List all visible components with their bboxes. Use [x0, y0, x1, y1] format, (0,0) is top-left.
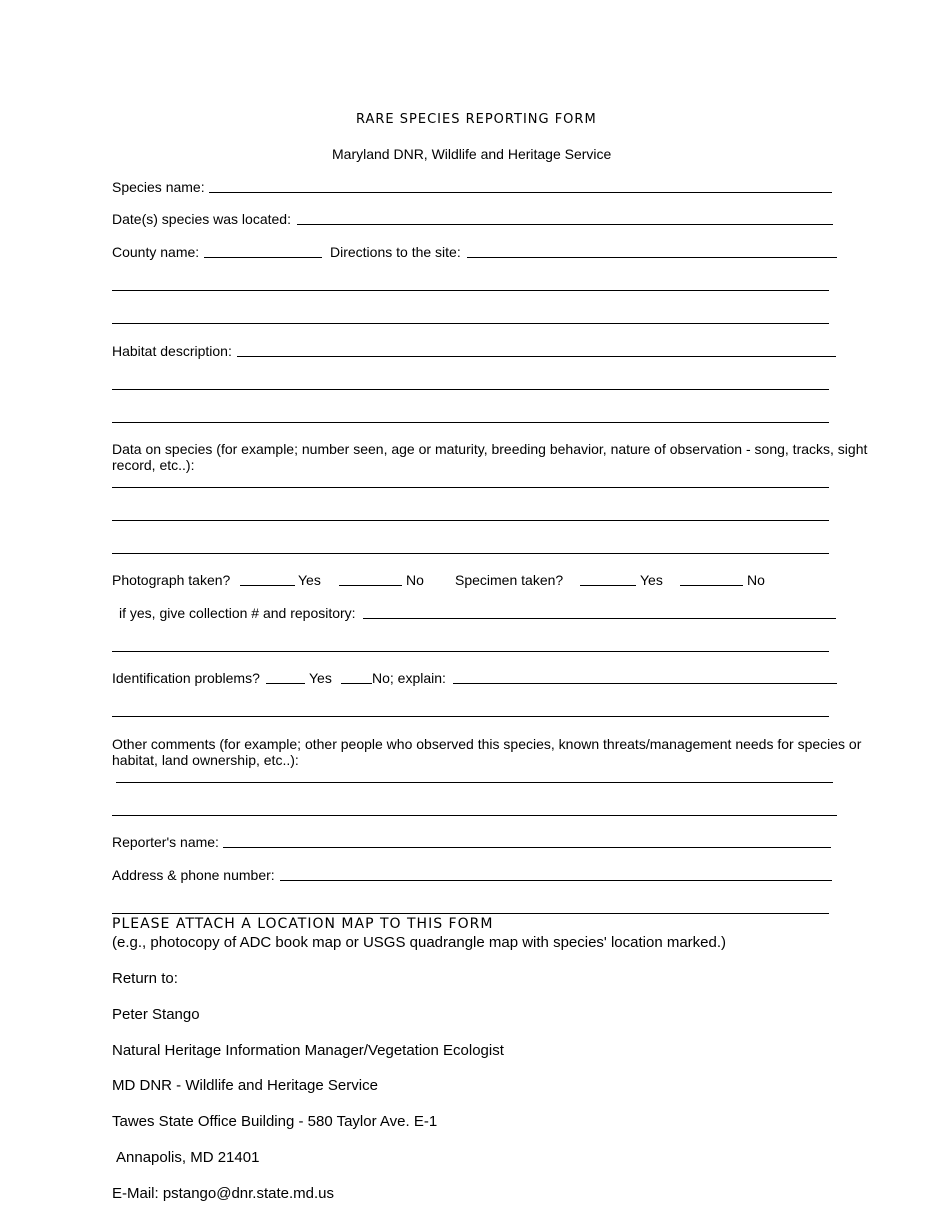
species-name-label: Species name:	[112, 179, 205, 195]
identification-problems-label: Identification problems?	[112, 670, 260, 686]
data-on-species-field-line-1[interactable]	[112, 487, 829, 488]
specimen-yes-label: Yes	[640, 572, 663, 588]
other-comments-field-line-2[interactable]	[112, 815, 837, 816]
directions-field-line-2[interactable]	[112, 290, 829, 291]
specimen-yes-field[interactable]	[580, 585, 636, 586]
habitat-field-line-2[interactable]	[112, 389, 829, 390]
other-comments-label: Other comments (for example; other people who observed this species, known threats/management needs for species or	[112, 736, 862, 752]
dates-located-field[interactable]	[297, 224, 833, 225]
data-on-species-field-line-2[interactable]	[112, 520, 829, 521]
address-phone-field-line-2[interactable]	[112, 913, 829, 914]
county-name-field[interactable]	[204, 257, 322, 258]
collection-label: if yes, give collection # and repository:	[119, 605, 356, 621]
habitat-field[interactable]	[237, 356, 836, 357]
collection-field[interactable]	[363, 618, 836, 619]
return-to-label: Return to:	[112, 970, 178, 987]
contact-position: Natural Heritage Information Manager/Vegetation Ecologist	[112, 1042, 504, 1059]
data-on-species-field-line-3[interactable]	[112, 553, 829, 554]
directions-field-line-3[interactable]	[112, 323, 829, 324]
identification-no-field[interactable]	[341, 683, 372, 684]
contact-name: Peter Stango	[112, 1006, 200, 1023]
attach-map-heading: PLEASE ATTACH A LOCATION MAP TO THIS FORM	[112, 916, 494, 932]
address-phone-field[interactable]	[280, 880, 832, 881]
form-subtitle: Maryland DNR, Wildlife and Heritage Service	[332, 146, 612, 162]
photograph-no-field[interactable]	[339, 585, 402, 586]
address-phone-label: Address & phone number:	[112, 867, 275, 883]
contact-email: E-Mail: pstango@dnr.state.md.us	[112, 1185, 334, 1202]
habitat-field-line-3[interactable]	[112, 422, 829, 423]
photograph-taken-label: Photograph taken?	[112, 572, 231, 588]
data-on-species-label-cont: record, etc..):	[112, 457, 195, 473]
identification-no-explain-label: No; explain:	[372, 670, 446, 686]
identification-explain-field-line-2[interactable]	[112, 716, 829, 717]
reporter-name-label: Reporter's name:	[112, 834, 219, 850]
contact-agency: MD DNR - Wildlife and Heritage Service	[112, 1077, 378, 1094]
directions-label: Directions to the site:	[330, 244, 461, 260]
contact-building: Tawes State Office Building - 580 Taylor Ave. E-1	[112, 1113, 438, 1130]
photograph-yes-field[interactable]	[240, 585, 295, 586]
form-title: RARE SPECIES REPORTING FORM	[356, 112, 597, 127]
collection-field-line-2[interactable]	[112, 651, 829, 652]
data-on-species-label: Data on species (for example; number seen, age or maturity, breeding behavior, nature of observation - song, tracks, sight	[112, 441, 868, 457]
county-name-label: County name:	[112, 244, 200, 260]
specimen-no-field[interactable]	[680, 585, 743, 586]
photograph-yes-label: Yes	[298, 572, 321, 588]
dates-located-label: Date(s) species was located:	[112, 211, 291, 227]
reporter-name-field[interactable]	[223, 847, 831, 848]
identification-explain-field[interactable]	[453, 683, 837, 684]
other-comments-label-cont: habitat, land ownership, etc..):	[112, 752, 299, 768]
specimen-no-label: No	[747, 572, 765, 588]
directions-field[interactable]	[467, 257, 837, 258]
other-comments-field-line-1[interactable]	[116, 782, 833, 783]
specimen-taken-label: Specimen taken?	[455, 572, 564, 588]
habitat-label: Habitat description:	[112, 343, 232, 359]
species-name-field[interactable]	[209, 192, 832, 193]
contact-city: Annapolis, MD 21401	[116, 1149, 260, 1166]
attach-map-note: (e.g., photocopy of ADC book map or USGS quadrangle map with species' location marked.)	[112, 934, 727, 951]
identification-yes-field[interactable]	[266, 683, 305, 684]
identification-yes-label: Yes	[309, 670, 332, 686]
photograph-no-label: No	[406, 572, 424, 588]
